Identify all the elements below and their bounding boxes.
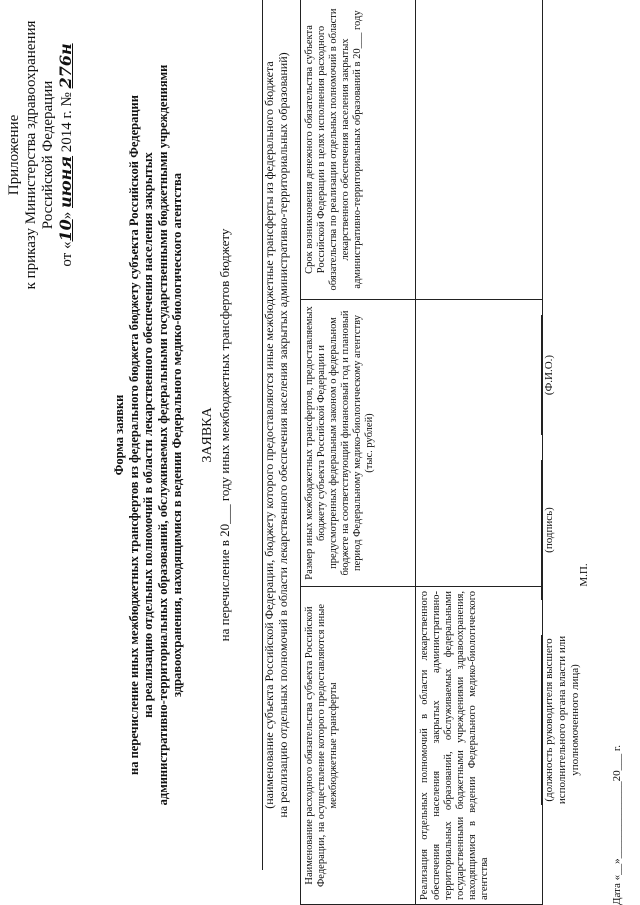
form-title-line-2: на перечисление иных межбюджетных трансфертов из федерального бюджета бюджету субъекта Российской Федерации [126, 95, 141, 775]
recipient-note-line-1: (наименование субъекта Российской Федерации, бюджету которого предоставляются иные межбюджетные трансферты из федерального бюджета [262, 61, 276, 809]
cell-obligation: Реализация отдельных полномочий в области лекарственного обеспечения населения закрытых административно-территориальных образований, обслуживаемых федеральными государственными бюджетными учреждениями здравоохранения, находящимися в ведении Федерального медико-биологического агентства [416, 587, 543, 905]
header-obligation: Наименование расходного обязательства субъекта Российской Федерации, на осуществление которого предоставляются иные межбюджетные трансферты [301, 587, 416, 905]
date-year: 2014 г. № [59, 92, 75, 156]
table-row [416, 0, 543, 905]
signature-caption: (подпись) [543, 507, 555, 553]
form-title [112, 5, 185, 865]
stamp-place: М.П. [578, 563, 590, 587]
position-line [541, 635, 542, 805]
signature-line [541, 460, 542, 600]
handwritten-day: 10 [56, 219, 75, 242]
appendix-line-3: Российской Федерации [40, 80, 56, 230]
handwritten-number: 276н [56, 43, 75, 89]
header-deadline: Срок возникновения денежного обязательства субъекта Российской Федерации в целях исполнения расходного обязательства по реализации отдельных полномочий в области лекарственного обеспечения населения закрытых административно-территориальных образований в 20___ году [301, 0, 416, 300]
appendix-header [6, 5, 76, 305]
request-title: ЗАЯВКА [200, 407, 215, 463]
request-table [300, 0, 543, 905]
request-subtitle: на перечисление в 20___ году иных межбюджетных трансфертов бюджету [217, 228, 232, 642]
cell-deadline[interactable] [416, 0, 543, 300]
appendix-line-2: к приказу Министерства здравоохранения [23, 20, 39, 290]
date-line: Дата «__»______________20___ г. [611, 745, 623, 905]
date-prefix: от « [59, 241, 75, 267]
form-title-line-4: административно-территориальных образований, обслуживаемых федеральными государственными бюджетными учреждениями [155, 64, 170, 806]
handwritten-month: июня [56, 155, 75, 209]
appendix-line-1: Приложение [6, 114, 22, 196]
header-amount: Размер иных межбюджетных трансфертов, предоставляемых бюджету субъекта Российской Федерации и предусмотренных федеральным законом о федеральном бюджете на соответствующий финансовый год и плановый период Федеральному медико-биологическому агентству (тыс. рублей) [301, 300, 416, 587]
form-title-line-3: на реализацию отдельных полномочий в области лекарственного обеспечения населения закрытых [141, 152, 155, 718]
name-caption: (Ф.И.О.) [543, 354, 555, 396]
appendix-order-date [57, 5, 76, 305]
form-title-line-5: здравоохранения, находящимися в ведении Федерального медико-биологического агентства [170, 173, 184, 698]
table-header-row [301, 0, 416, 905]
recipient-note-line-2: на реализацию отдельных полномочий в области лекарственного обеспечения населения закрытых административно-территориальных образований) [276, 52, 290, 818]
signature-position-caption: (должность руководителя высшего исполнительного органа власти или уполномоченного лица) [543, 635, 581, 805]
form-title-line-1: Форма заявки [112, 394, 126, 476]
name-line [541, 315, 542, 435]
recipient-note [262, 5, 290, 865]
cell-amount[interactable] [416, 300, 543, 587]
date-mid: » [59, 208, 75, 220]
